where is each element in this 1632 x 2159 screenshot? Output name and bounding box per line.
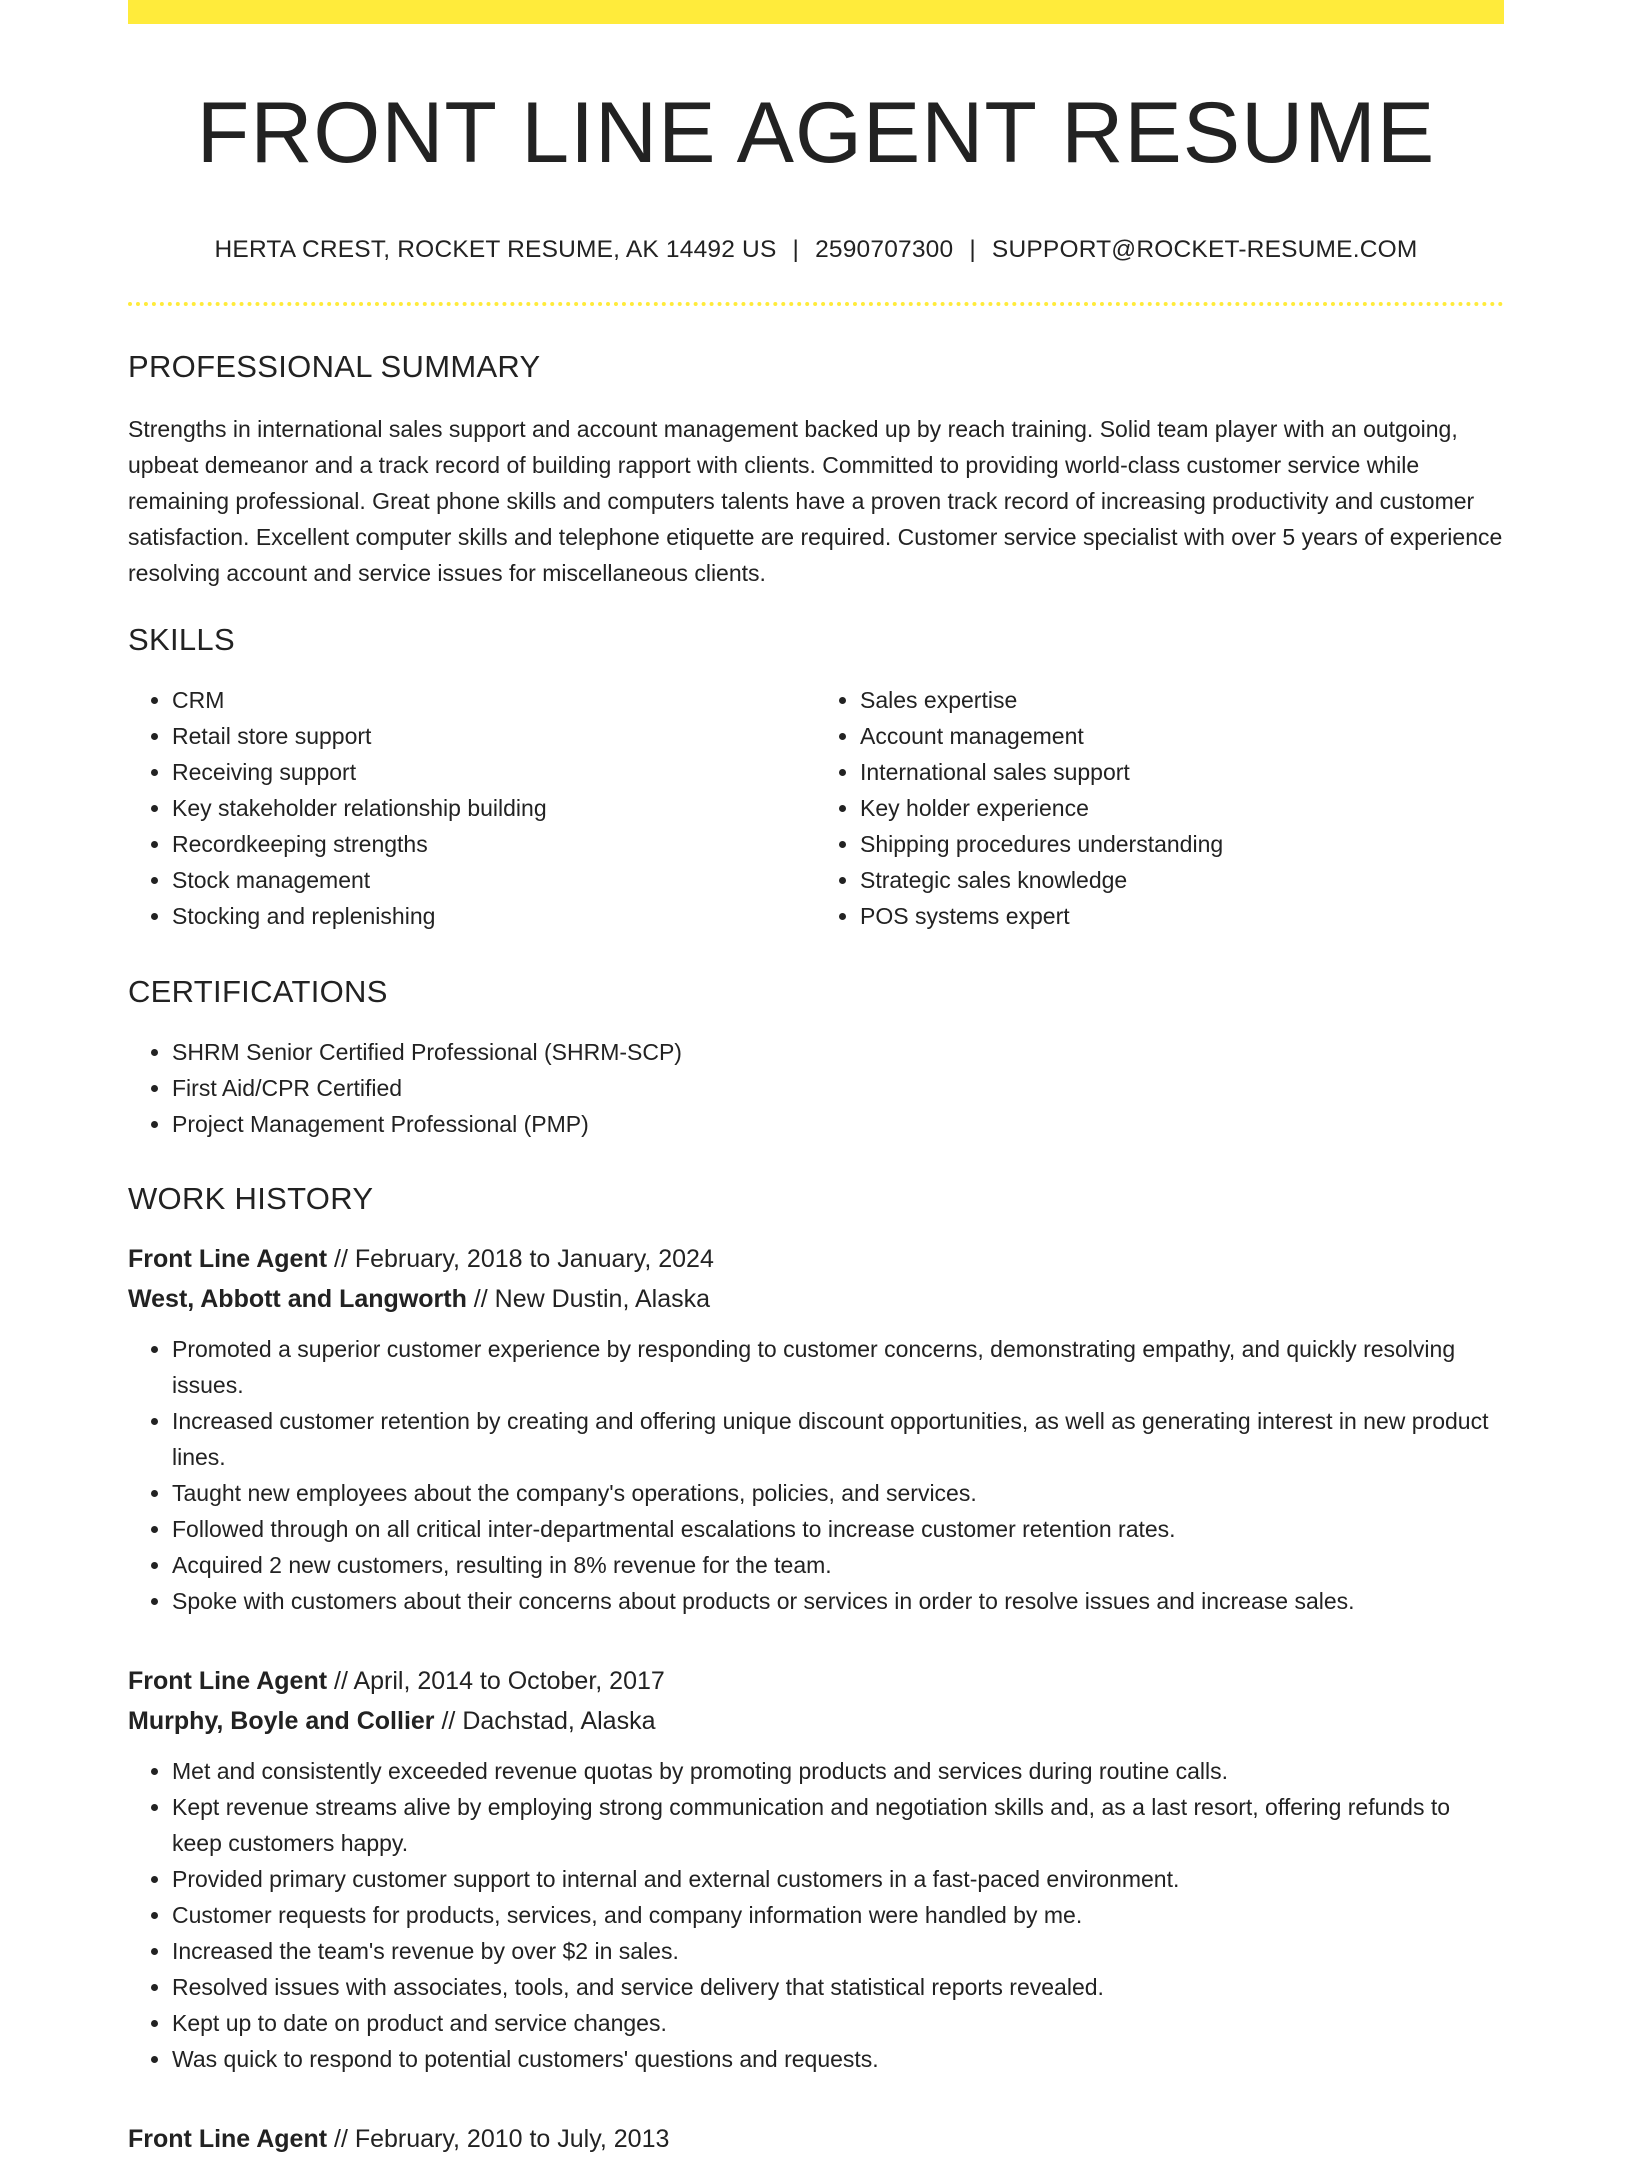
skill-item: • CRM <box>172 682 816 718</box>
accent-top-bar <box>128 0 1504 24</box>
job-bullet: • Customer requests for products, services, and company information were handled by me. <box>172 1897 1504 1933</box>
skills-section <box>128 621 1504 934</box>
resume-title: FRONT LINE AGENT RESUME <box>196 85 1436 181</box>
job-bullet: • Was quick to respond to potential customers' questions and requests. <box>172 2041 1504 2077</box>
summary-text: Strengths in international sales support and account management backed up by reach training. Solid team player with an outgoing, upbeat demeanor and a track record of building rapport with clients. Committed to providing world-class customer service while remaining professional. Great phone skills and computers talents have a proven track record of increasing productivity and customer satisfaction. Excellent computer skills and telephone etiquette are required. Customer service specialist with over 5 years of experience resolving account and service issues for miscellaneous clients. <box>128 415 1503 586</box>
contact-separator: | <box>792 236 800 264</box>
skill-item: • International sales support <box>860 754 1504 790</box>
job-bullet: • Kept revenue streams alive by employing strong communication and negotiation skills and, as a last resort, offering refunds to keep customers happy. <box>172 1789 1504 1861</box>
job-company-line <box>128 1701 1504 1741</box>
work-history-heading: WORK HISTORY <box>128 1181 374 1217</box>
job-bullet: • Met and consistently exceeded revenue quotas by promoting products and services during routine calls. <box>172 1753 1504 1789</box>
work-history-section <box>128 1180 1504 2159</box>
job-bullet: • Provided primary customer support to internal and external customers in a fast-paced environment. <box>172 1861 1504 1897</box>
job-location: // New Dustin, Alaska <box>466 1285 711 1314</box>
skill-item: • Strategic sales knowledge <box>860 862 1504 898</box>
skills-list-right <box>816 682 1504 934</box>
summary-section <box>128 348 1504 591</box>
job-bullet: • Spoke with customers about their concerns about products or services in order to resolve issues and increase sales. <box>172 1583 1504 1619</box>
skill-item: • Key holder experience <box>860 790 1504 826</box>
job-title: Front Line Agent <box>128 1245 328 1274</box>
job-entry <box>128 2119 1504 2159</box>
contact-separator: | <box>969 236 976 264</box>
certification-item: • First Aid/CPR Certified <box>172 1070 1504 1106</box>
job-company: West, Abbott and Langworth <box>128 1285 467 1314</box>
summary-heading: PROFESSIONAL SUMMARY <box>128 348 541 384</box>
certifications-list <box>128 1034 1504 1142</box>
job-entry <box>128 1661 1504 2077</box>
dotted-divider <box>128 302 1504 306</box>
certification-item: • Project Management Professional (PMP) <box>172 1106 1504 1142</box>
job-bullets <box>128 1331 1504 1619</box>
job-bullet: • Acquired 2 new customers, resulting in 8% revenue for the team. <box>172 1547 1504 1583</box>
skill-item: • Account management <box>860 718 1504 754</box>
job-location: // Dachstad, Alaska <box>434 1707 656 1736</box>
skills-grid <box>128 682 1504 934</box>
skill-item: • Receiving support <box>172 754 816 790</box>
job-dates: // April, 2014 to October, 2017 <box>327 1667 665 1696</box>
skill-item: • POS systems expert <box>860 898 1504 934</box>
certifications-section <box>128 973 1504 1142</box>
job-entry <box>128 1239 1504 1619</box>
skill-item: • Key stakeholder relationship building <box>172 790 816 826</box>
job-bullet: • Increased the team's revenue by over $2 in sales. <box>172 1933 1504 1969</box>
skill-item: • Recordkeeping strengths <box>172 826 816 862</box>
certifications-heading: CERTIFICATIONS <box>128 973 388 1009</box>
skill-item: • Stock management <box>172 862 816 898</box>
contact-phone: 2590707300 <box>815 236 954 264</box>
job-title-line <box>128 2119 1504 2159</box>
job-dates: // February, 2018 to January, 2024 <box>327 1245 714 1274</box>
skill-item: • Stocking and replenishing <box>172 898 816 934</box>
job-bullet: • Followed through on all critical inter-departmental escalations to increase customer retention rates. <box>172 1511 1504 1547</box>
contact-email: SUPPORT@ROCKET-RESUME.COM <box>991 236 1418 264</box>
resume-page <box>128 0 1504 2159</box>
job-bullet: • Resolved issues with associates, tools, and service delivery that statistical reports revealed. <box>172 1969 1504 2005</box>
job-bullet: • Promoted a superior customer experience by responding to customer concerns, demonstrating empathy, and quickly resolving issues. <box>172 1331 1504 1403</box>
skills-list-left <box>128 682 816 934</box>
skill-item: • Shipping procedures understanding <box>860 826 1504 862</box>
job-title-line <box>128 1239 1504 1279</box>
job-bullets <box>128 1753 1504 2077</box>
job-bullet: • Kept up to date on product and service changes. <box>172 2005 1504 2041</box>
job-title-line <box>128 1661 1504 1701</box>
contact-line <box>128 235 1504 264</box>
job-dates: // February, 2010 to July, 2013 <box>327 2125 670 2154</box>
contact-address: HERTA CREST, ROCKET RESUME, AK 14492 US <box>214 236 777 264</box>
job-company: Murphy, Boyle and Collier <box>128 1707 435 1736</box>
job-bullet: • Increased customer retention by creating and offering unique discount opportunities, as well as generating interest in new product lines. <box>172 1403 1504 1475</box>
job-company-line <box>128 1279 1504 1319</box>
skill-item: • Sales expertise <box>860 682 1504 718</box>
skills-heading: SKILLS <box>128 621 235 657</box>
skill-item: • Retail store support <box>172 718 816 754</box>
job-title: Front Line Agent <box>128 1667 328 1696</box>
certification-item: • SHRM Senior Certified Professional (SHRM-SCP) <box>172 1034 1504 1070</box>
job-title: Front Line Agent <box>128 2125 328 2154</box>
job-bullet: • Taught new employees about the company's operations, policies, and services. <box>172 1475 1504 1511</box>
